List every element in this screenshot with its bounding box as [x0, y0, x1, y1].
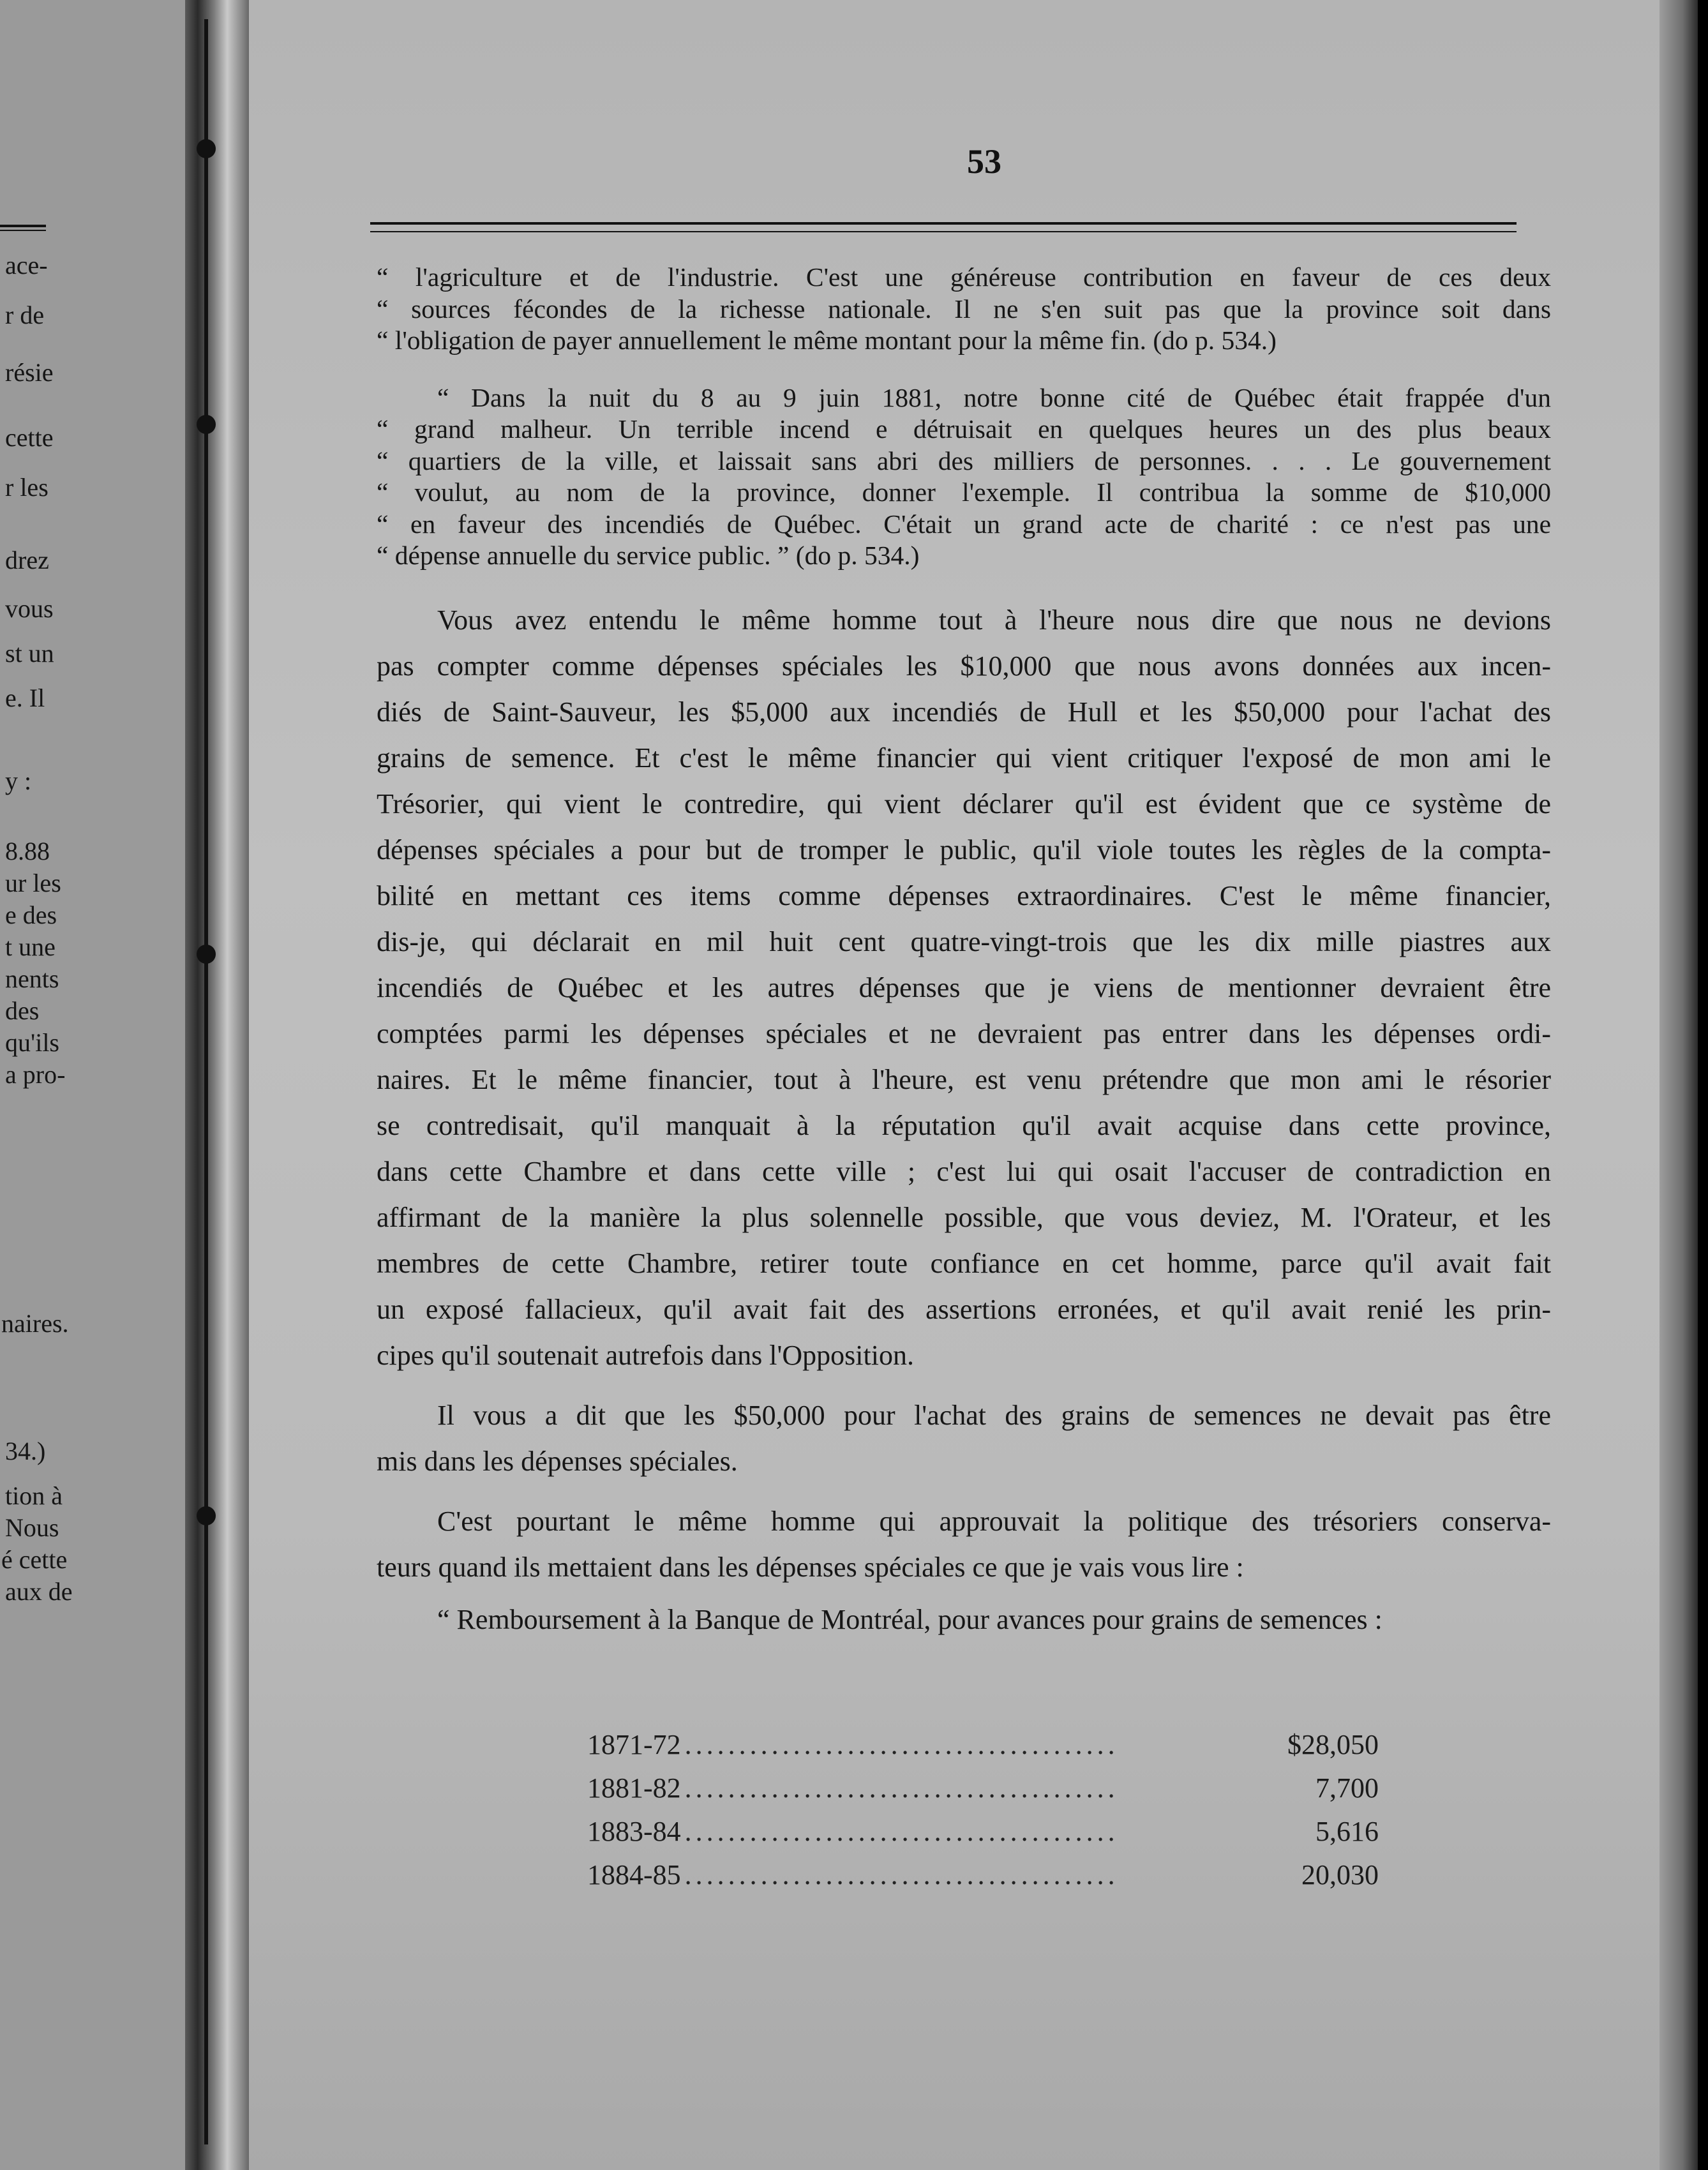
text-line: “ sources fécondes de la richesse nationale. Il ne s'en suit pas que la province soit dans	[377, 294, 1551, 324]
amount: 20,030	[1301, 1859, 1379, 1890]
dot-leader: ........................................	[684, 1816, 1119, 1847]
text-line: “ voulut, au nom de la province, donner l'exemple. Il contribua la somme de $10,000	[377, 477, 1551, 507]
table-row	[587, 1810, 1379, 1853]
fiscal-year: 1871-72	[587, 1729, 681, 1760]
text-line: cipes qu'il soutenait autrefois dans l'Opposition.	[377, 1339, 914, 1371]
quote-fire-1881	[377, 382, 1551, 572]
left-page-text-fragment: Nous	[5, 1513, 59, 1542]
text-line: “ dépense annuelle du service public. ” (do p. 534.)	[377, 541, 920, 570]
text-line: naires. Et le même financier, tout à l'heure, est venu prétendre que mon ami le résorier	[377, 1063, 1551, 1095]
text-line: un exposé fallacieux, qu'il avait fait des assertions erronées, et qu'il avait renié les prin-	[377, 1293, 1551, 1325]
text-line: pas compter comme dépenses spéciales les $10,000 que nous avons données aux incen-	[377, 650, 1551, 682]
left-page-text-fragment: a pro-	[5, 1060, 66, 1089]
table-row	[587, 1723, 1379, 1767]
left-facing-page	[0, 0, 217, 2170]
left-page-text-fragment: é cette	[1, 1545, 68, 1574]
document-page	[249, 0, 1698, 2170]
page-body	[377, 262, 1551, 1643]
text-line: se contredisait, qu'il manquait à la réputation qu'il avait acquise dans cette province,	[377, 1109, 1551, 1141]
text-line: grains de semence. Et c'est le même financier qui vient critiquer l'exposé de mon ami le	[377, 742, 1551, 774]
text-line: incendiés de Québec et les autres dépenses que je viens de mentionner devraient être	[377, 971, 1551, 1003]
left-page-text-fragment: e des	[5, 901, 57, 929]
text-line: Vous avez entendu le même homme tout à l'heure nous dire que nous ne devions	[437, 604, 1551, 636]
dot-leader: ........................................	[684, 1859, 1119, 1890]
left-page-text-fragment: ace-	[5, 251, 48, 280]
header-rule-thin	[370, 231, 1517, 232]
text-line: dis-je, qui déclarait en mil huit cent quatre-vingt-trois que les dix mille piastres aux	[377, 925, 1551, 957]
page-number: 53	[967, 142, 1001, 181]
stitch-mark	[197, 945, 216, 964]
left-page-text-fragment: e. Il	[5, 684, 45, 712]
text-line: “ quartiers de la ville, et laissait sans abri des milliers de personnes. . . . Le gouvernement	[377, 445, 1551, 475]
left-page-text-fragment: 34.)	[5, 1437, 46, 1465]
left-page-text-fragment: nents	[5, 964, 59, 993]
paragraph-grains	[377, 1393, 1551, 1485]
text-line: “ Remboursement à la Banque de Montréal, pour avances pour grains de semences :	[437, 1603, 1382, 1635]
stitch-mark	[197, 1506, 216, 1525]
text-line: diés de Saint-Sauveur, les $5,000 aux incendiés de Hull et les $50,000 pour l'achat des	[377, 696, 1551, 728]
amount: $28,050	[1287, 1729, 1379, 1760]
left-page-text-fragment: st un	[5, 639, 54, 668]
left-page-text-fragment: tion à	[5, 1481, 63, 1510]
left-page-text-fragment: aux de	[5, 1577, 73, 1606]
stitch-mark	[197, 139, 216, 158]
paragraph-conservateurs	[377, 1499, 1551, 1590]
text-line: “ Dans la nuit du 8 au 9 juin 1881, notre bonne cité de Québec était frappée d'un	[437, 382, 1551, 412]
text-line: dépenses spéciales a pour but de tromper le public, qu'il viole toutes les règles de la compta-	[377, 834, 1551, 865]
text-line: “ en faveur des incendiés de Québec. C'était un grand acte de charité : ce n'est pas une	[377, 509, 1551, 539]
text-line: “ l'obligation de payer annuellement le même montant pour la même fin. (do p. 534.)	[377, 326, 1277, 355]
left-page-text-fragment: y :	[5, 767, 32, 795]
fiscal-year: 1883-84	[587, 1816, 681, 1847]
left-page-text-fragment: qu'ils	[5, 1028, 59, 1057]
quote-continuation	[377, 262, 1551, 357]
binding-thread	[204, 19, 208, 2144]
reimbursement-table	[587, 1723, 1379, 1897]
text-line: “ grand malheur. Un terrible incend e détruisait en quelques heures un des plus beaux	[377, 414, 1551, 444]
text-line: mis dans les dépenses spéciales.	[377, 1445, 738, 1477]
left-page-rule	[0, 225, 46, 231]
table-row	[587, 1853, 1379, 1897]
left-page-text-fragment: naires.	[1, 1309, 69, 1338]
header-rule	[370, 222, 1517, 225]
text-line: “ l'agriculture et de l'industrie. C'est une généreuse contribution en faveur de ces deux	[377, 262, 1551, 292]
dot-leader: ........................................	[684, 1729, 1119, 1760]
text-line: affirmant de la manière la plus solennelle possible, que vous deviez, M. l'Orateur, et les	[377, 1201, 1551, 1233]
text-line: comptées parmi les dépenses spéciales et ne devraient pas entrer dans les dépenses ordi-	[377, 1017, 1551, 1049]
left-page-text-fragment: des	[5, 996, 40, 1025]
text-line: Trésorier, qui vient le contredire, qui vient déclarer qu'il est évident que ce système de	[377, 788, 1551, 819]
left-page-text-fragment: 8.88	[5, 837, 50, 865]
text-line: teurs quand ils mettaient dans les dépenses spéciales ce que je vais vous lire :	[377, 1551, 1244, 1583]
fiscal-year: 1881-82	[587, 1772, 681, 1804]
left-page-text-fragment: drez	[5, 546, 49, 574]
dot-leader: ........................................	[684, 1772, 1119, 1804]
text-line: membres de cette Chambre, retirer toute confiance en cet homme, parce qu'il avait fait	[377, 1247, 1551, 1279]
left-page-text-fragment: t une	[5, 932, 56, 961]
paragraph-financier	[377, 597, 1551, 1379]
text-line: C'est pourtant le même homme qui approuvait la politique des trésoriers conserva-	[437, 1505, 1551, 1537]
text-line: bilité en mettant ces items comme dépenses extraordinaires. C'est le même financier,	[377, 879, 1551, 911]
fiscal-year: 1884-85	[587, 1859, 681, 1890]
left-page-text-fragment: résie	[5, 358, 54, 387]
table-row	[587, 1767, 1379, 1810]
left-page-text-fragment: ur les	[5, 869, 61, 897]
left-page-text-fragment: cette	[5, 423, 54, 452]
page-edge-shadow	[1659, 0, 1698, 2170]
text-line: dans cette Chambre et dans cette ville ; c'est lui qui osait l'accuser de contradiction en	[377, 1155, 1551, 1187]
binding-gutter	[185, 0, 255, 2170]
left-page-text-fragment: r les	[5, 473, 49, 502]
stitch-mark	[197, 415, 216, 434]
paragraph-remboursement	[377, 1597, 1551, 1643]
left-page-text-fragment: r de	[5, 301, 45, 329]
left-page-text-fragment: vous	[5, 594, 54, 623]
text-line: Il vous a dit que les $50,000 pour l'achat des grains de semences ne devait pas être	[437, 1399, 1551, 1431]
amount: 5,616	[1315, 1816, 1379, 1847]
amount: 7,700	[1315, 1772, 1379, 1804]
